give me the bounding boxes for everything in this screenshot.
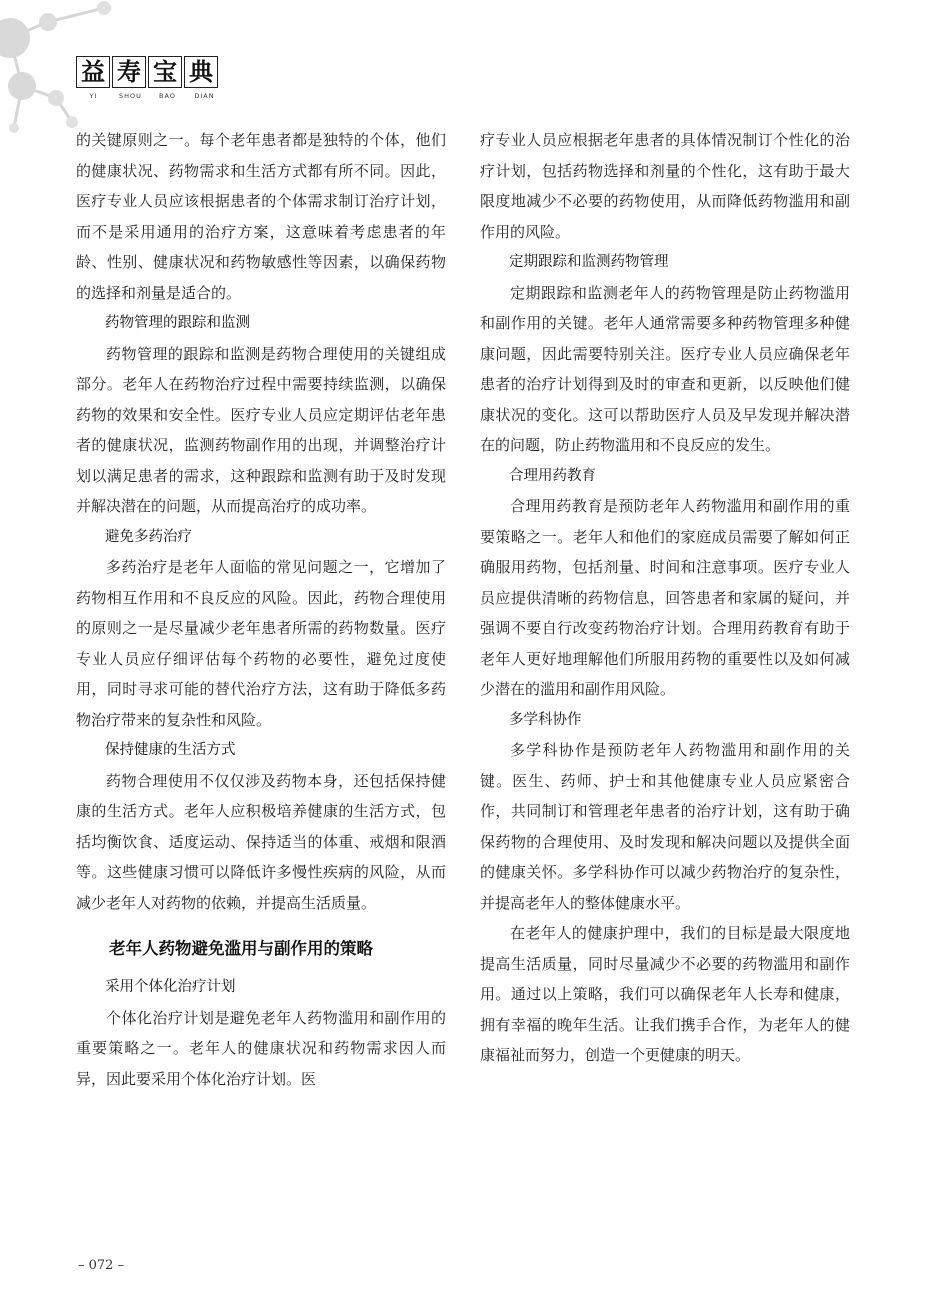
logo-char: 益 <box>76 56 110 88</box>
page-number: – 072 – <box>78 1258 125 1273</box>
paragraph: 药物合理使用不仅仅涉及药物本身，还包括保持健康的生活方式。老年人应积极培养健康的生活方式，包括均衡饮食、适度运动、保持适当的体重、戒烟和限酒等。这些健康习惯可以降低许多慢性疾病的风险，从而减少老年人对药物的依赖，并提高生活质量。 <box>76 771 446 912</box>
subheading-lifestyle: 保持健康的生活方式 <box>105 742 236 758</box>
book-logo <box>76 56 222 100</box>
paragraph: 个体化治疗计划是避免老年人药物滥用和副作用的重要策略之一。老年人的健康状况和药物需求因人而异，因此要采用个体化治疗计划。医 <box>76 1008 446 1088</box>
subheading-individual-plan: 采用个体化治疗计划 <box>105 979 236 995</box>
subheading-tracking: 药物管理的跟踪和监测 <box>105 315 250 331</box>
logo-pinyin: DIAN <box>194 92 215 100</box>
subheading-polypharmacy: 避免多药治疗 <box>105 528 192 545</box>
paragraph: 在老年人的健康护理中，我们的目标是最大限度地提高生活质量，同时尽量减少不必要的药物滥用和副作用。通过以上策略，我们可以确保老年人长寿和健康，拥有幸福的晚年生活。让我们携手合作，为老年人的健康福祉而努力，创造一个更健康的明天。 <box>480 924 850 1064</box>
section-title: 老年人药物避免滥用与副作用的策略 <box>109 939 373 958</box>
paragraph: 多药治疗是老年人面临的常见问题之一，它增加了药物相互作用和不良反应的风险。因此，药物合理使用的原则之一是尽量减少老年患者所需的药物数量。医疗专业人员应仔细评估每个药物的必要性，避免过度使用，同时寻求可能的替代治疗方法，这有助于降低多药物治疗带来的复杂性和风险。 <box>76 558 446 729</box>
logo-char: 宝 <box>148 56 182 88</box>
logo-pinyin: SHOU <box>119 92 142 100</box>
paragraph: 疗专业人员应根据老年患者的具体情况制订个性化的治疗计划，包括药物选择和剂量的个性化，这有助于最大限度地减少不必要的药物使用，从而降低药物滥用和副作用的风险。 <box>480 131 850 241</box>
paragraph: 定期跟踪和监测老年人的药物管理是防止药物滥用和副作用的关键。老年人通常需要多种药物管理多种健康问题，因此需要特别关注。医疗专业人员应确保老年患者的治疗计划得到及时的审查和更新，以反映他们健康状况的变化。这可以帮助医疗人员及早发现并解决潜在的问题，防止药物滥用和不良反应的发生。 <box>480 283 850 454</box>
logo-char: 寿 <box>112 56 146 88</box>
left-column <box>76 125 446 1094</box>
subheading-collaboration: 多学科协作 <box>509 711 582 728</box>
logo-pinyin: BAO <box>159 92 176 100</box>
logo-pinyin: YI <box>89 92 98 100</box>
subheading-regular-monitoring: 定期跟踪和监测药物管理 <box>509 254 669 270</box>
paragraph: 合理用药教育是预防老年人药物滥用和副作用的重要策略之一。老年人和他们的家庭成员需要了解如何正确服用药物，包括剂量、时间和注意事项。医疗专业人员应提供清晰的药物信息，回答患者和家属的疑问，并强调不要自行改变药物治疗计划。合理用药教育有助于老年人更好地理解他们所服用药物的重要性以及如何减少潜在的滥用和副作用风险。 <box>480 497 850 698</box>
subheading-education: 合理用药教育 <box>509 467 596 484</box>
paragraph: 的关键原则之一。每个老年患者都是独特的个体，他们的健康状况、药物需求和生活方式都有所不同。因此，医疗专业人员应该根据患者的个体需求制订治疗计划，而不是采用通用的治疗方案，这意味着考虑患者的年龄、性别、健康状况和药物敏感性等因素，以确保药物的选择和剂量是适合的。 <box>76 131 446 302</box>
logo-char: 典 <box>184 56 218 88</box>
paragraph: 多学科协作是预防老年人药物滥用和副作用的关键。医生、药师、护士和其他健康专业人员应紧密合作，共同制订和管理老年患者的治疗计划，这有助于确保药物的合理使用、及时发现和解决问题以及提供全面的健康关怀。多学科协作可以减少药物治疗的复杂性，并提高老年人的整体健康水平。 <box>480 741 850 912</box>
paragraph: 药物管理的跟踪和监测是药物合理使用的关键组成部分。老年人在药物治疗过程中需要持续监测，以确保药物的效果和安全性。医疗专业人员应定期评估老年患者的健康状况，监测药物副作用的出现，并调整治疗计划以满足患者的需求，这种跟踪和监测有助于及时发现并解决潜在的问题，从而提高治疗的成功率。 <box>76 344 446 515</box>
right-column <box>480 125 850 1071</box>
